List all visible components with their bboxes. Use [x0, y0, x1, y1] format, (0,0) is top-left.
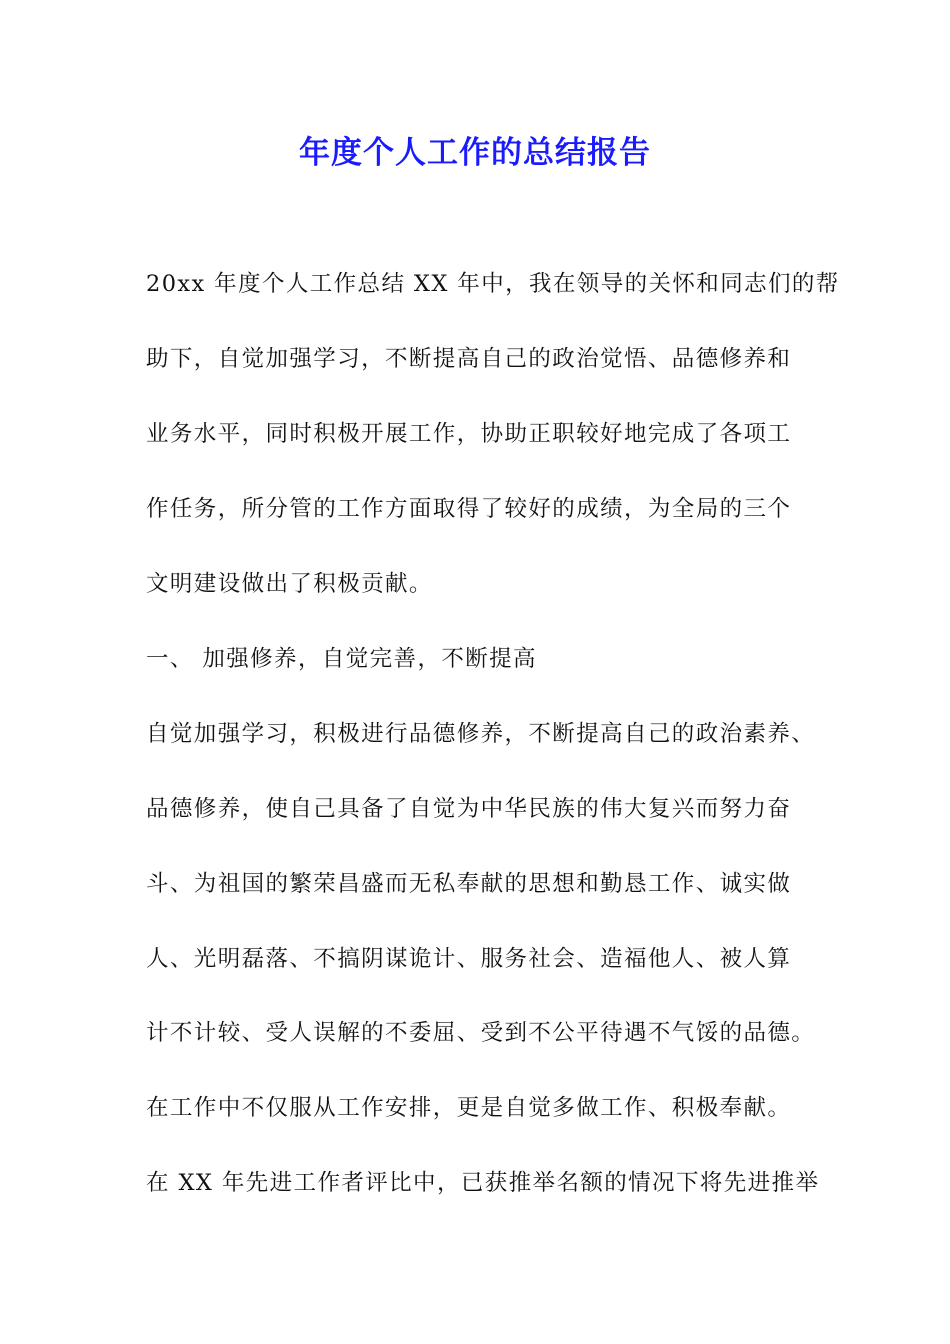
paragraph-line: 品德修养，使自己具备了自觉为中华民族的伟大复兴而努力奋	[146, 796, 792, 822]
paragraph-line: 在 XX 年先进工作者评比中，已获推举名额的情况下将先进推举	[146, 1170, 820, 1196]
paragraph-line: 自觉加强学习，积极进行品德修养，不断提高自己的政治素养、	[146, 721, 816, 747]
section-heading: 一、 加强修养，自觉完善，不断提高	[146, 646, 537, 672]
paragraph-line: 斗、为祖国的繁荣昌盛而无私奉献的思想和勤恳工作、诚实做	[146, 871, 792, 897]
paragraph-line: 助下，自觉加强学习，不断提高自己的政治觉悟、品德修养和	[146, 346, 792, 372]
paragraph-line: 人、光明磊落、不搞阴谋诡计、服务社会、造福他人、被人算	[146, 946, 792, 972]
paragraph-line: 在工作中不仅服从工作安排，更是自觉多做工作、积极奉献。	[146, 1095, 792, 1121]
paragraph-line: 作任务，所分管的工作方面取得了较好的成绩，为全局的三个	[146, 496, 792, 522]
paragraph-line: 业务水平，同时积极开展工作，协助正职较好地完成了各项工	[146, 421, 792, 447]
paragraph-line: 计不计较、受人误解的不委屈、受到不公平待遇不气馁的品德。	[146, 1020, 816, 1046]
document-title: 年度个人工作的总结报告	[299, 135, 651, 171]
paragraph-line: 文明建设做出了积极贡献。	[146, 571, 433, 597]
paragraph-line: 20xx 年度个人工作总结 XX 年中，我在领导的关怀和同志们的帮	[146, 271, 840, 297]
